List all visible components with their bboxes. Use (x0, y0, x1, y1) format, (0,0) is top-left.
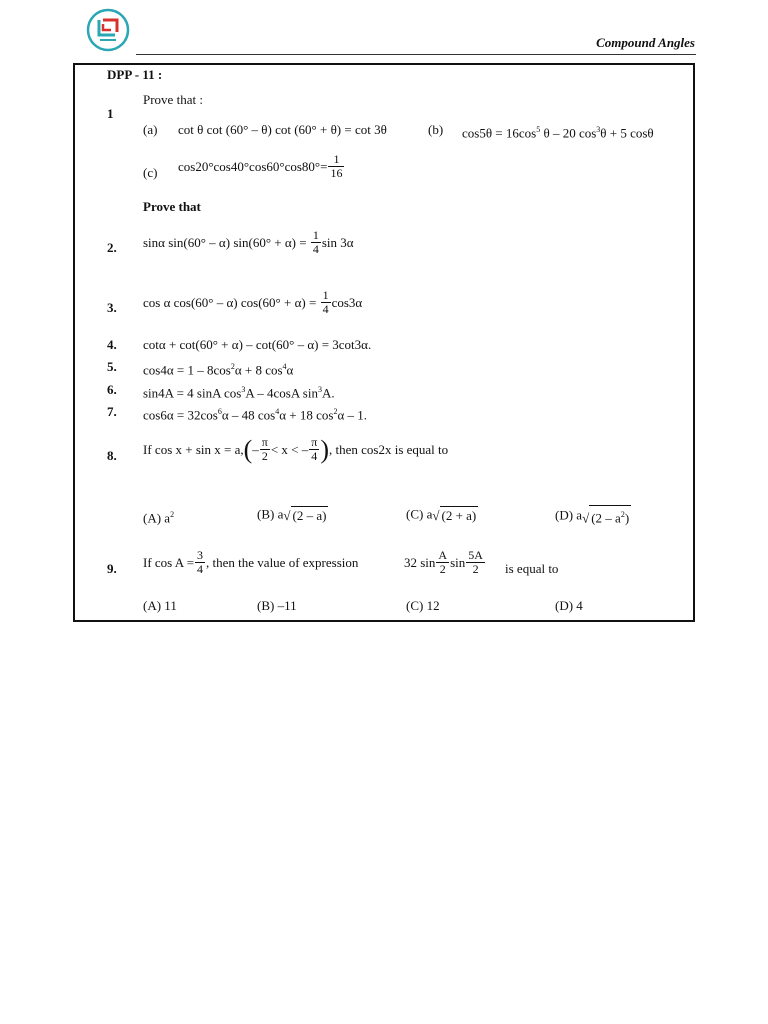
q8-number: 8. (107, 448, 117, 463)
q9-expression: 32 sin $\frac{A}{2}$ sin $\frac{5A}{2}$ (404, 548, 483, 576)
q9-option-a: (A) 11 (143, 598, 177, 613)
fraction: $\frac{5A}{2}$ (468, 548, 483, 576)
q9-option-c: (C) 12 (406, 598, 440, 613)
q9-post: is equal to (505, 561, 559, 576)
q7-expr: $\cos 6\alpha = 32\cos^6\alpha - 48$ $\cos^4\alpha + 18$ $\cos^2\alpha - 1$. (143, 407, 367, 423)
q8-option-b: (B) a√ (2 – a) (257, 506, 327, 523)
fraction: $\frac{\pi}{2}$ (261, 435, 268, 463)
q8-option-d: (D) a√ $(2 - a^2)$ (555, 505, 631, 525)
q2-expr: sinα sin(60° – α) sin(60° + α) = $\frac{1}{4}$ sin 3α (143, 228, 354, 256)
fraction: $\frac{1}{4}$ (322, 288, 329, 316)
header-rule (136, 54, 696, 55)
dpp-title: DPP - 11 : (107, 67, 163, 82)
q8-option-c: (C) a√ (2 + a) (406, 506, 477, 523)
brand-logo-icon (86, 8, 130, 52)
q5-expr: $\cos 4\alpha = 1 - 8\cos^2\alpha + 8$ $\cos^4\alpha$ (143, 362, 294, 378)
q1-b-expr: $\cos 5\theta = 16\cos^5$ θ – 20 $\cos^3\theta + 5$ cosθ (462, 125, 654, 141)
q8-expr: If cos x + sin x = a,(– $\frac{\pi}{2}$ < x < – $\frac{\pi}{4}$ ), then cos2x is equal to (143, 435, 449, 464)
q9-number: 9. (107, 561, 117, 576)
q7-number: 7. (107, 404, 117, 419)
fraction: $\frac{1}{4}$ (312, 228, 319, 256)
q1-c-expr: cos20°cos40°cos60°cos80°= $\frac{1}{16}$ (178, 152, 343, 180)
q3-expr: cos α cos(60° – α) cos(60° + α) = $\frac{1}{4}$ cos3α (143, 288, 363, 316)
q2-number: 2. (107, 240, 117, 255)
q6-expr: sin4A = 4 sinA $\cos^3A - 4\cos A$ $\sin^3A$. (143, 385, 335, 401)
prove-that-heading: Prove that (143, 199, 201, 214)
q9-option-b: (B) –11 (257, 598, 297, 613)
q1-c-label: (c) (143, 165, 158, 180)
sqrt-icon: √ $(2 - a^2)$ (582, 505, 631, 525)
q8-option-a: (A) $a^2$ (143, 510, 175, 526)
fraction: $\frac{3}{4}$ (197, 548, 204, 576)
q3-number: 3. (107, 300, 117, 315)
q1-a-expr: cot θ cot (60° – θ) cot (60° + θ) = cot 3θ (178, 122, 387, 137)
q1-number: 1 (107, 106, 114, 121)
fraction: $\frac{\pi}{4}$ (311, 435, 318, 463)
q1-intro: Prove that : (143, 92, 203, 107)
sqrt-icon: √ (2 + a) (432, 507, 477, 523)
q9-expr: If cos A = $\frac{3}{4}$ , then the value of expression (143, 548, 359, 576)
sqrt-icon: √ (2 – a) (283, 507, 327, 523)
q6-number: 6. (107, 382, 117, 397)
header-title: Compound Angles (596, 35, 695, 50)
q4-expr: cotα + cot(60° + α) – cot(60° – α) = 3cot3α. (143, 337, 372, 352)
q9-option-d: (D) 4 (555, 598, 583, 613)
fraction: $\frac{1}{16}$ (330, 152, 343, 180)
fraction: $\frac{A}{2}$ (438, 548, 448, 576)
q1-a-label: (a) (143, 122, 158, 137)
q4-number: 4. (107, 337, 117, 352)
q1-b-label: (b) (428, 122, 444, 137)
q5-number: 5. (107, 359, 117, 374)
